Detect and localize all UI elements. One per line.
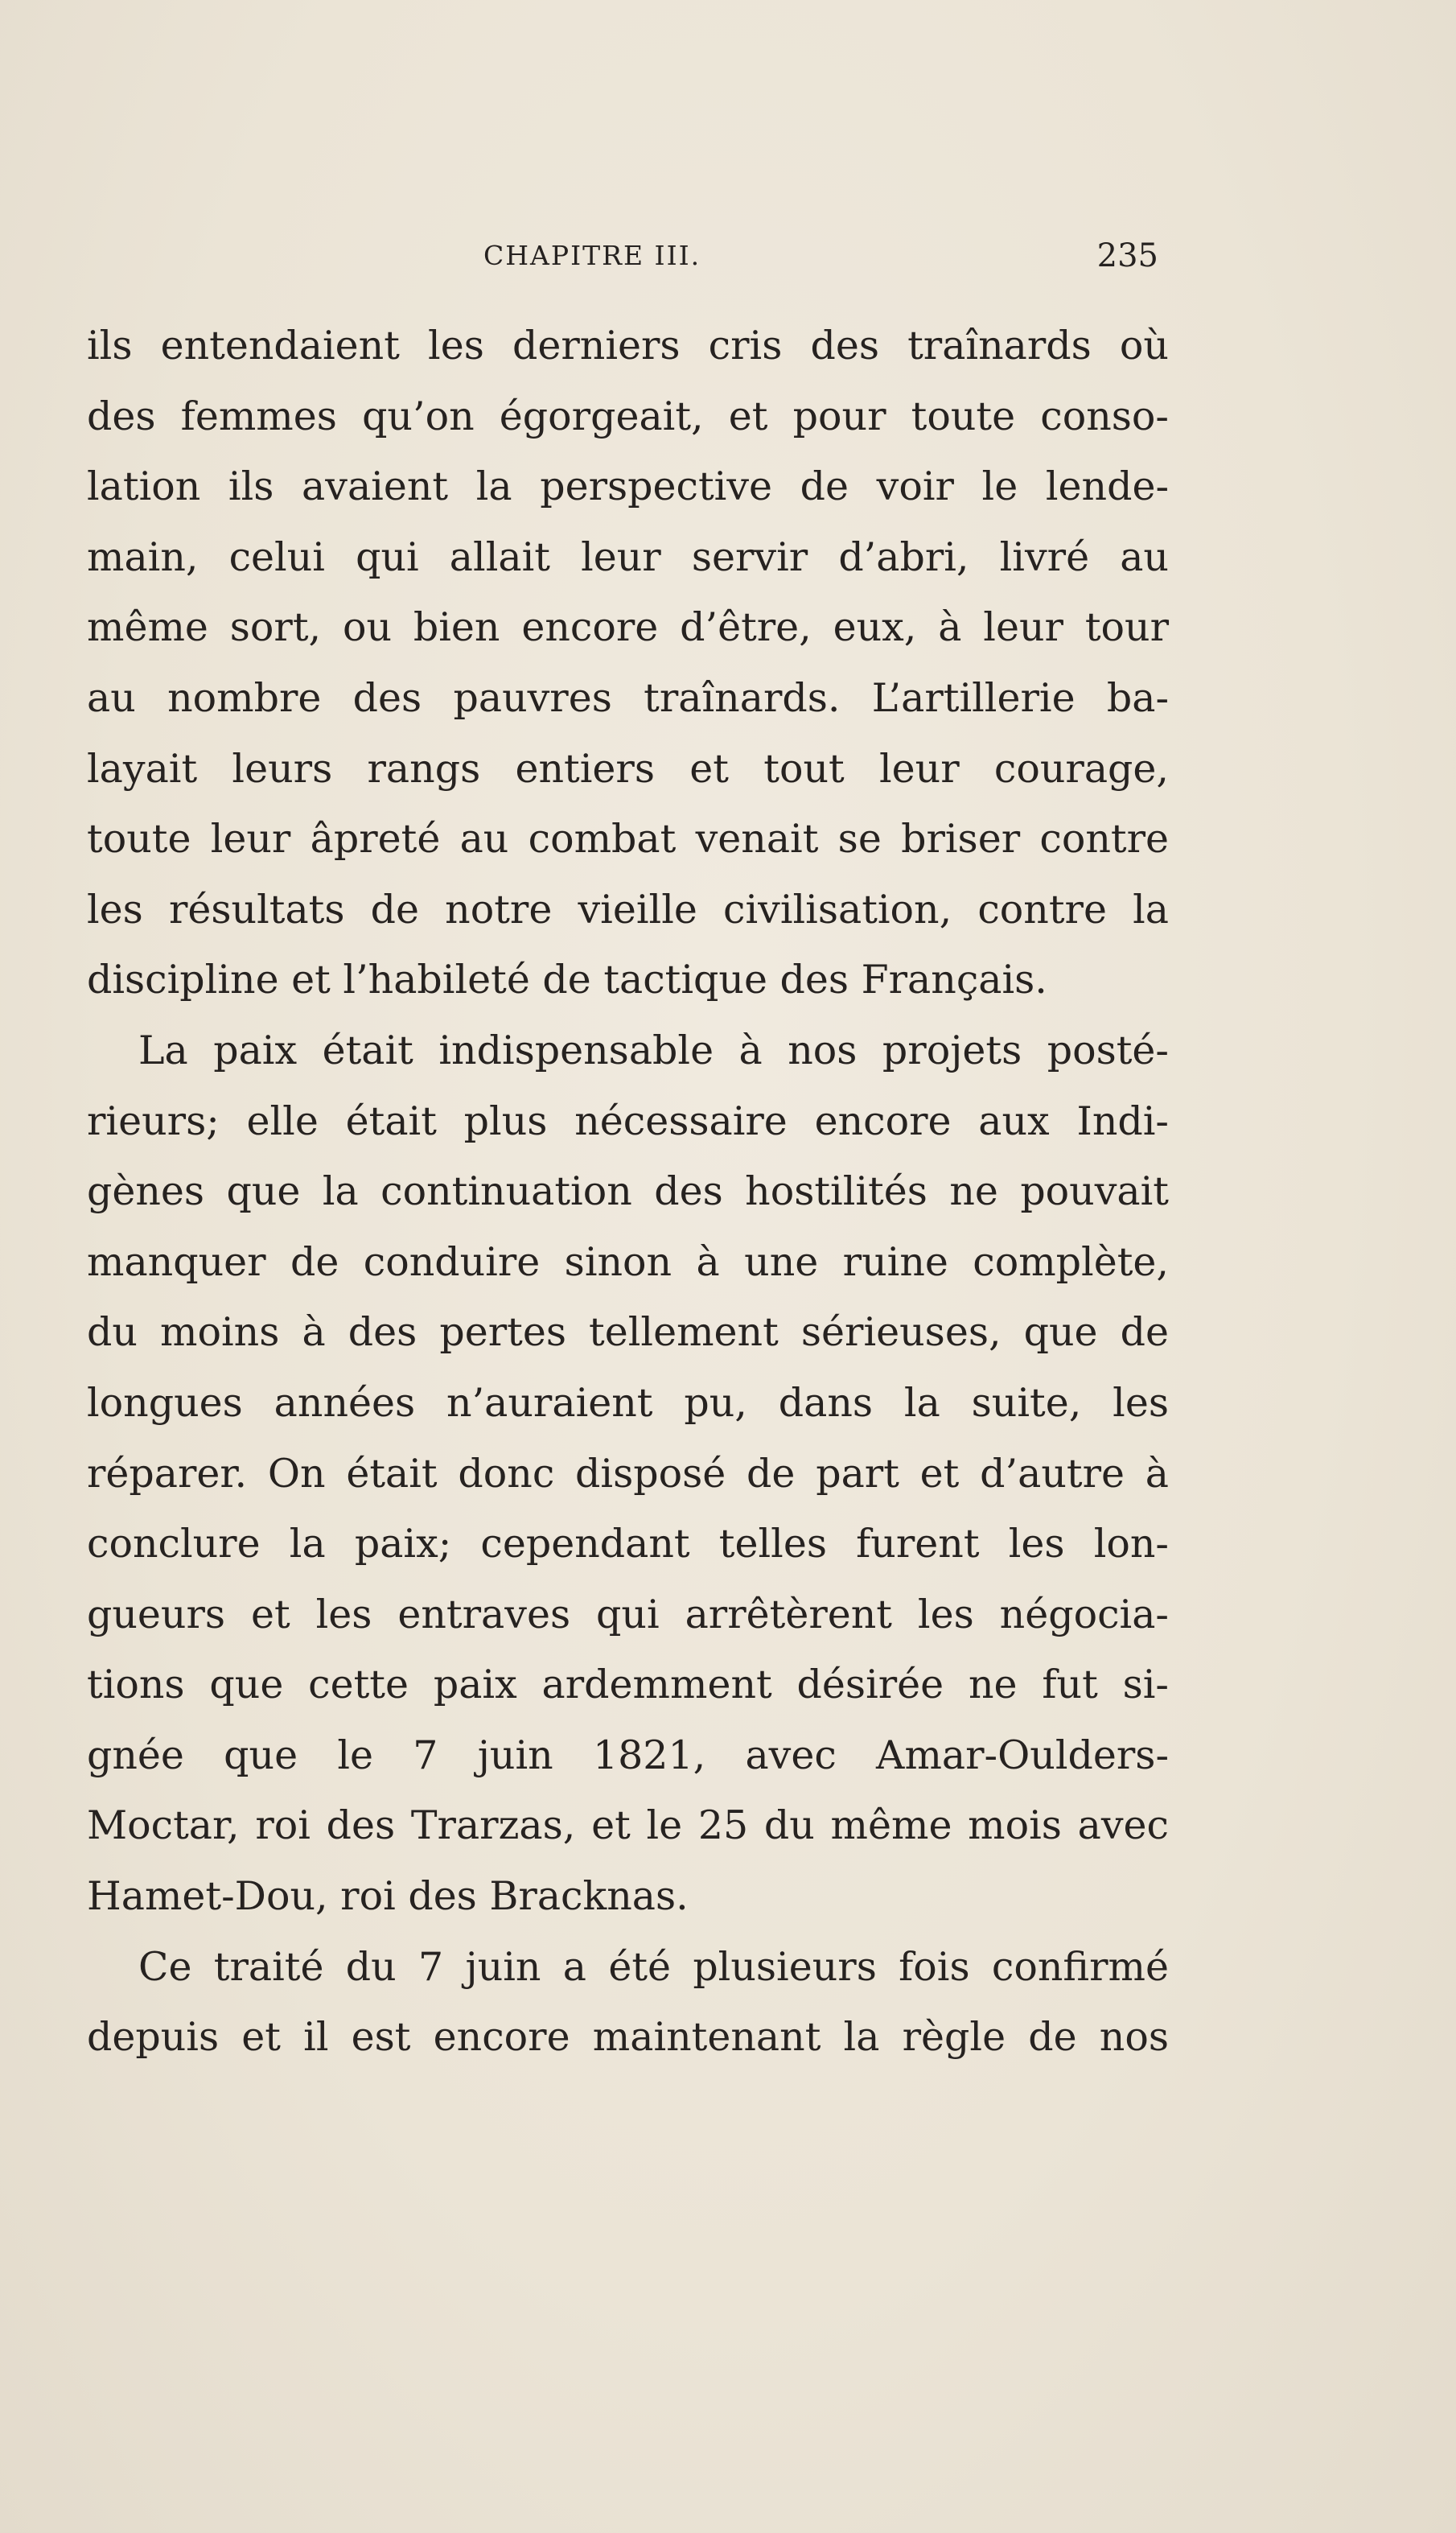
text-line: La paix était indispensable à nos projets posté- [138,1027,1169,1073]
text-line: gueurs et les entraves qui arrêtèrent les négocia- [87,1591,1169,1637]
text-line: ils entendaient les derniers cris des traînards où [87,323,1169,369]
text-line: main, celui qui allait leur servir d’abri, livré au [87,533,1169,580]
text-line: Ce traité du 7 juin a été plusieurs fois confirmé [138,1943,1169,1990]
page-number: 235 [1096,237,1158,274]
text-line: au nombre des pauvres traînards. L’artillerie ba- [87,674,1169,721]
page-header [87,232,1158,280]
text-line: du moins à des pertes tellement sérieuses, que de [87,1309,1169,1356]
text-line: les résultats de notre vieille civilisation, contre la [87,886,1169,933]
text-line: gnée que le 7 juin 1821, avec Amar-Oulders- [87,1732,1169,1778]
text-line: layait leurs rangs entiers et tout leur courage, [87,745,1169,792]
running-head: CHAPITRE III. [483,240,701,271]
text-line: même sort, ou bien encore d’être, eux, à leur tour [87,604,1169,651]
text-line: toute leur âpreté au combat venait se briser contre [87,816,1169,863]
text-line: tions que cette paix ardemment désirée ne fut si- [87,1662,1169,1708]
text-line: discipline et l’habileté de tactique des Français. [87,957,1047,1003]
text-line: des femmes qu’on égorgeait, et pour toute conso- [87,393,1169,439]
body-text [87,311,1169,2073]
text-line: Moctar, roi des Trarzas, et le 25 du même mois avec [87,1802,1169,1849]
text-line: lation ils avaient la perspective de voir le lende- [87,463,1169,510]
text-line: conclure la paix; cependant telles furent les lon- [87,1521,1169,1567]
text-line: Hamet-Dou, roi des Bracknas. [87,1873,689,1920]
text-line: depuis et il est encore maintenant la règle de nos [87,2014,1169,2061]
text-line: longues années n’auraient pu, dans la suite, les [87,1379,1169,1426]
text-line: réparer. On était donc disposé de part et d’autre à [87,1450,1169,1497]
text-line: gènes que la continuation des hostilités ne pouvait [87,1168,1169,1215]
text-line: manquer de conduire sinon à une ruine complète, [87,1238,1169,1285]
text-line: rieurs; elle était plus nécessaire encore aux Indi- [87,1098,1169,1144]
